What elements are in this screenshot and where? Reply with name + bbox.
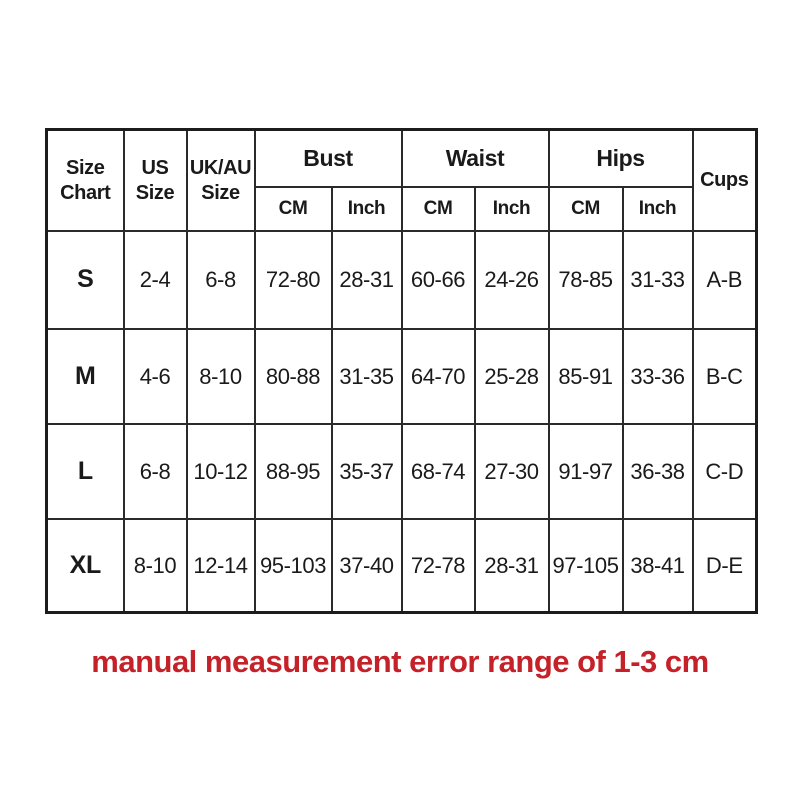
- cell-waist-cm: 60-66: [402, 231, 475, 329]
- cell-size-label: L: [47, 424, 124, 519]
- header-uk-au-size: UK/AU Size: [187, 130, 255, 232]
- size-row-xl: [47, 519, 757, 612]
- size-row-s: [47, 231, 757, 329]
- cell-uk-au-size: 12-14: [187, 519, 255, 612]
- cell-waist-cm: 72-78: [402, 519, 475, 612]
- cell-cups: D-E: [693, 519, 757, 612]
- cell-hips-inch: 31-33: [623, 231, 693, 329]
- header-hips: Hips: [549, 130, 693, 188]
- cell-hips-cm: 85-91: [549, 329, 623, 424]
- cell-bust-inch: 35-37: [332, 424, 402, 519]
- cell-size-label: M: [47, 329, 124, 424]
- cell-bust-inch: 28-31: [332, 231, 402, 329]
- cell-waist-inch: 27-30: [475, 424, 549, 519]
- cell-us-size: 4-6: [124, 329, 187, 424]
- header-hips-inch: Inch: [623, 187, 693, 231]
- cell-cups: A-B: [693, 231, 757, 329]
- cell-waist-inch: 25-28: [475, 329, 549, 424]
- cell-bust-inch: 37-40: [332, 519, 402, 612]
- header-size-chart: Size Chart: [47, 130, 124, 232]
- header-cups: Cups: [693, 130, 757, 232]
- cell-cups: B-C: [693, 329, 757, 424]
- cell-bust-inch: 31-35: [332, 329, 402, 424]
- header-us-size: US Size: [124, 130, 187, 232]
- cell-us-size: 6-8: [124, 424, 187, 519]
- cell-waist-inch: 24-26: [475, 231, 549, 329]
- cell-hips-cm: 91-97: [549, 424, 623, 519]
- cell-uk-au-size: 6-8: [187, 231, 255, 329]
- header-waist: Waist: [402, 130, 549, 188]
- header-waist-inch: Inch: [475, 187, 549, 231]
- cell-us-size: 8-10: [124, 519, 187, 612]
- header-hips-cm: CM: [549, 187, 623, 231]
- cell-size-label: XL: [47, 519, 124, 612]
- cell-hips-inch: 36-38: [623, 424, 693, 519]
- size-chart-table: [45, 128, 758, 614]
- cell-bust-cm: 72-80: [255, 231, 332, 329]
- cell-hips-cm: 97-105: [549, 519, 623, 612]
- cell-uk-au-size: 8-10: [187, 329, 255, 424]
- cell-cups: C-D: [693, 424, 757, 519]
- header-bust-inch: Inch: [332, 187, 402, 231]
- header-bust: Bust: [255, 130, 402, 188]
- header-bust-cm: CM: [255, 187, 332, 231]
- cell-waist-cm: 68-74: [402, 424, 475, 519]
- size-row-m: [47, 329, 757, 424]
- cell-waist-cm: 64-70: [402, 329, 475, 424]
- cell-bust-cm: 88-95: [255, 424, 332, 519]
- table-header: [47, 130, 757, 232]
- cell-bust-cm: 95-103: [255, 519, 332, 612]
- size-chart-table-container: [45, 128, 758, 614]
- header-waist-cm: CM: [402, 187, 475, 231]
- measurement-error-note: manual measurement error range of 1-3 cm: [91, 644, 709, 679]
- table-body: [47, 231, 757, 612]
- cell-waist-inch: 28-31: [475, 519, 549, 612]
- size-row-l: [47, 424, 757, 519]
- cell-hips-inch: 38-41: [623, 519, 693, 612]
- cell-hips-cm: 78-85: [549, 231, 623, 329]
- cell-hips-inch: 33-36: [623, 329, 693, 424]
- cell-uk-au-size: 10-12: [187, 424, 255, 519]
- cell-bust-cm: 80-88: [255, 329, 332, 424]
- header-row-groups: [47, 130, 757, 188]
- cell-us-size: 2-4: [124, 231, 187, 329]
- cell-size-label: S: [47, 231, 124, 329]
